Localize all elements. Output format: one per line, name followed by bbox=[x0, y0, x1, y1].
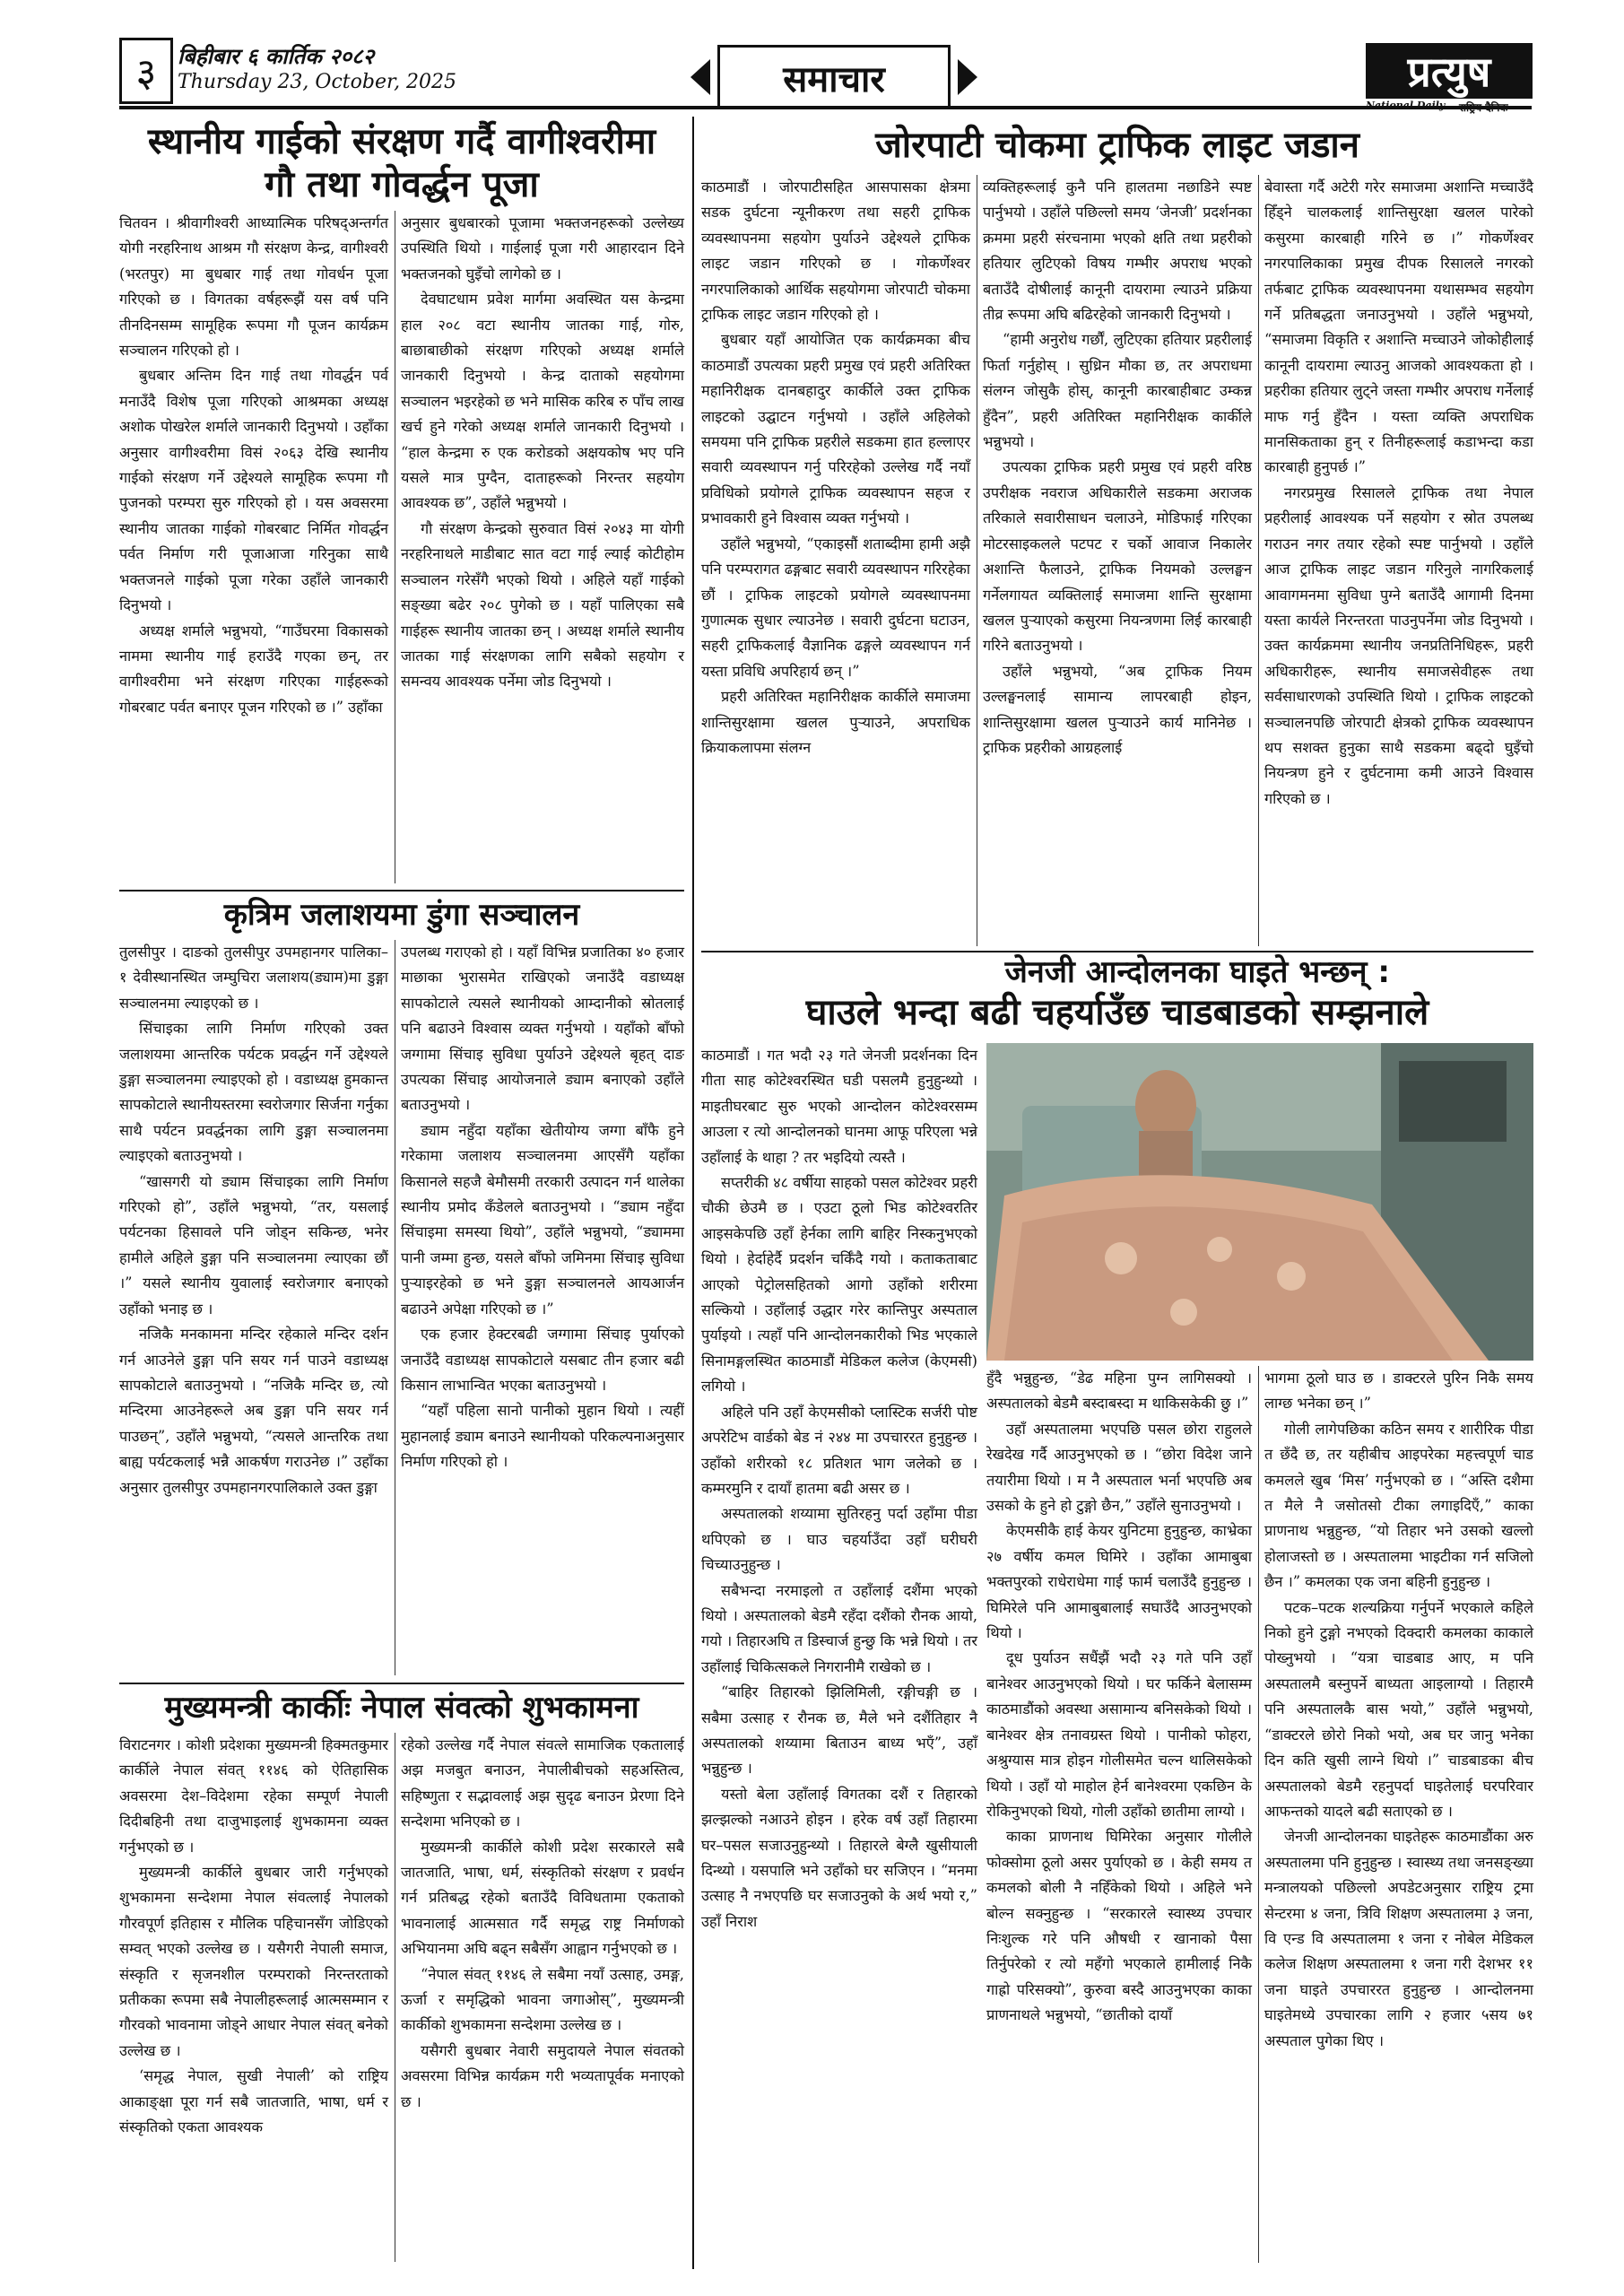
paragraph: गौ संरक्षण केन्द्रको सुरुवात विसं २०४३ मा योगी नरहरिनाथले माडीबाट सात वटा गाई ल्याई कोटीहोम सञ्चालन गरेसँगै भएको थियो । अहिले यहाँ गाईको सङ्ख्या बढेर २०८ पुगेको छ । यहाँ पालिएका सबै गाईहरू स्थानीय जातका छन् । अध्यक्ष शर्माले स्थानीय जातका गाई संरक्षणका लागि सबैको सहयोग र समन्वय आवश्यक पर्नेमा जोड दिनुभयो । bbox=[401, 519, 684, 691]
article1-headline-line1: स्थानीय गाईको संरक्षण गर्दै वागीश्वरीमा bbox=[147, 121, 656, 162]
paragraph: उपत्यका ट्राफिक प्रहरी प्रमुख एवं प्रहरी वरिष्ठ उपरीक्षक नवराज अधिकारीले सडकमा अराजक तरिकाले सवारीसाधन चलाउने, मोडिफाई गरिएका मोटरसाइकलले पटपट र चर्को आवाज निकालेर अशान्ति फैलाउने, ट्राफिक नियमको उल्लङ्घन गर्नेलगायत व्यक्तिलाई समाजमा शान्ति सुरक्षामा खलल पुऱ्याएको कसुरमा नियन्त्रणमा लिई कारबाही गरिने बताउनुभयो । bbox=[983, 458, 1252, 655]
paragraph: एक हजार हेक्टरबढी जग्गामा सिंचाइ पुर्याएको जनाउँदै वडाध्यक्ष सापकोटाले यसबाट तीन हजार बढी किसान लाभान्वित भएका बताउनुभयो । bbox=[401, 1326, 684, 1394]
article-separator bbox=[119, 1683, 684, 1684]
article3-column-2 bbox=[401, 1733, 684, 2115]
paragraph: काठमाडौं । जोरपाटीसहित आसपासका क्षेत्रमा सडक दुर्घटना न्यूनीकरण तथा सहरी ट्राफिक व्यवस्थापनमा सहयोग पुर्याउने उद्देश्यले ट्राफिक लाइट जडान गरिएको छ । गोकर्णेश्वर नगरपालिकाको आर्थिक सहयोगमा जोरपाटी चोकमा ट्राफिक लाइट जडान गरिएको हो । bbox=[701, 178, 970, 324]
paragraph: जेनजी आन्दोलनका घाइतेहरू काठमाडौंका अरु अस्पतालमा पनि हुनुहुन्छ । स्वास्थ्य तथा जनसङ्ख्या मन्त्रालयको पछिल्लो अपडेटअनुसार राष्ट्रिय ट्रमा सेन्टरमा ४ जना, त्रिवि शिक्षण अस्पतालमा ३ जना, वि एन्ड वि अस्पतालमा १ जना र नोबेल मेडिकल कलेज शिक्षण अस्पतालमा १ जना गरी देशभर ११ जना घाइते उपचाररत हुनुहुन्छ । आन्दोलनमा घाइतेमध्ये उपचारका लागि २ हजार ५सय ७१ अस्पताल पुगेका थिए । bbox=[1264, 1828, 1533, 2049]
arrow-right-icon bbox=[958, 59, 977, 95]
paragraph: यसैगरी बुधबार नेवारी समुदायले नेपाल संवतको अवसरमा विभिन्न कार्यक्रम गरी भव्यतापूर्वक मनाएको छ । bbox=[401, 2041, 684, 2110]
paragraph: रहेको उल्लेख गर्दै नेपाल संवत्ले सामाजिक एकतालाई अझ मजबुत बनाउन, नेपालीबीचको सहअस्तित्व, सहिष्णुता र सद्भावलाई अझ सुदृढ बनाउन प्रेरणा दिने सन्देशमा भनिएको छ । bbox=[401, 1736, 684, 1831]
article4-headline-box bbox=[701, 124, 1533, 167]
article4-column-3 bbox=[1264, 175, 1533, 812]
paragraph: ‘समृद्ध नेपाल, सुखी नेपाली’ को राष्ट्रिय आकाङ्क्षा पूरा गर्न सबै जातजाति, भाषा, धर्म र संस्कृतिको एकता आवश्यक bbox=[119, 2067, 388, 2136]
page-divider bbox=[692, 117, 694, 2269]
article5-headline-line1: जेनजी आन्दोलनका घाइते भन्छन् : bbox=[1004, 954, 1390, 990]
paragraph: बुधबार यहाँ आयोजित एक कार्यक्रमका बीच काठमाडौं उपत्यका प्रहरी प्रमुख एवं प्रहरी अतिरिक्त महानिरीक्षक दानबहादुर कार्कीले उक्त ट्राफिक लाइटको उद्घाटन गर्नुभयो । उहाँले अहिलेको समयमा पनि ट्राफिक प्रहरीले सडकमा हात हल्लाएर सवारी व्यवस्थापन गर्नु परिरहेको उल्लेख गर्दै नयाँ प्रविधिको प्रयोगले ट्राफिक व्यवस्थापन सहज र प्रभावकारी हुने विश्वास व्यक्त गर्नुभयो । bbox=[701, 331, 970, 527]
paragraph: हुँदै भन्नुहुन्छ, “डेढ महिना पुग्न लागिसक्यो । अस्पतालको बेडमै बस्दाबस्दा म थाकिसकेकी छु ।” bbox=[986, 1370, 1252, 1413]
article4-column-2 bbox=[983, 175, 1252, 761]
issue-date bbox=[178, 43, 456, 95]
page-number: ३ bbox=[119, 38, 173, 104]
paragraph: प्रहरी अतिरिक्त महानिरीक्षक कार्कीले समाजमा शान्तिसुरक्षामा खलल पुऱ्याउने, अपराधिक क्रियाकलापमा संलग्न bbox=[701, 688, 970, 756]
article-separator bbox=[119, 890, 684, 891]
paragraph: चितवन । श्रीवागीश्वरी आध्यात्मिक परिषद्अन्तर्गत योगी नरहरिनाथ आश्रम गौ संरक्षण केन्द्र, वागीश्वरी (भरतपुर) मा बुधबार गाई तथा गोवर्धन पूजा गरिएको छ । विगतका वर्षहरूझैं यस वर्ष पनि तीनदिनसम्म सामूहिक रूपमा गौ पूजन कार्यक्रम सञ्चालन गरिएको हो । bbox=[119, 214, 388, 360]
logo-name: प्रत्युष bbox=[1366, 43, 1533, 99]
paragraph: यस्तो बेला उहाँलाई विगतका दशैं र तिहारको झल्झल्को नआउने होइन । हरेक वर्ष उहाँ तिहारमा घर–पसल सजाउनुहुन्थ्यो । तिहारले बेग्लै खुसीयाली दिन्थ्यो । यसपालि भने उहाँको घर सजिएन । “मनमा उत्साह नै नभएपछि घर सजाउनुको के अर्थ भयो र,” उहाँ निराश bbox=[701, 1785, 977, 1930]
paragraph: गोली लागेपछिका कठिन समय र शारीरिक पीडा त छँदै छ, तर यहीबीच आइपरेका महत्त्वपूर्ण चाड कमलले खुब ‘मिस’ गर्नुभएको छ । “अस्ति दशैमा त मैले नै जसोतसो टीका लगाइदिएँ,” काका प्राणनाथ भन्नुहुन्छ, “यो तिहार भने उसको खल्लो होलाजस्तो छ । अस्पतालमा भाइटीका गर्न सजिलो छैन ।” कमलका एक जना बहिनी हुनुहुन्छ । bbox=[1264, 1420, 1533, 1591]
article5-headline-line2: घाउले भन्दा बढी चहर्याउँछ चाडबाडको सम्झनाले bbox=[805, 991, 1429, 1033]
column-divider bbox=[1258, 175, 1259, 946]
paragraph: सप्तरीकी ४८ वर्षीया साहको पसल कोटेश्वर प्रहरी चौकी छेउमै छ । एउटा ठूलो भिड कोटेश्वरतिर आइसकेपछि उहाँ हेर्नका लागि बाहिर निस्कनुभएको थियो । हेर्दाहेर्दै प्रदर्शन चर्किँदै गयो । कताकताबाट आएको पेट्रोलसहितको आगो उहाँको शरीरमा सल्कियो । उहाँलाई उद्धार गरेर कान्तिपुर अस्पताल पुर्याइयो । त्यहाँ पनि आन्दोलनकारीको भिड भएकाले सिनामङ्गलस्थित काठमाडौं मेडिकल कलेज (केएमसी) लगियो । bbox=[701, 1174, 977, 1396]
article5-headline-box bbox=[701, 954, 1533, 1034]
paragraph: देवघाटधाम प्रवेश मार्गमा अवस्थित यस केन्द्रमा हाल २०८ वटा स्थानीय जातका गाई, गोरु, बाछाबाछीको संरक्षण गरिएको अध्यक्ष शर्माले जानकारी दिनुभयो । केन्द्र दाताको सहयोगमा सञ्चालन भइरहेको छ भने मासिक करिब रु पाँच लाख खर्च हुने गरेको अध्यक्ष शर्माले जानकारी दिनुभयो । “हाल केन्द्रमा रु एक करोडको अक्षयकोष भए पनि यसले मात्र पुग्दैन, दाताहरूको निरन्तर सहयोग आवश्यक छ”, उहाँले भन्नुभयो । bbox=[401, 291, 684, 512]
paragraph: बुधबार अन्तिम दिन गाई तथा गोवर्द्धन पर्व मनाउँदै विशेष पूजा गरिएको आश्रमका अध्यक्ष अशोक पोखरेल शर्माले जानकारी दिनुभयो । उहाँका अनुसार वागीश्वरीमा विसं २०६३ देखि स्थानीय गाईको संरक्षण गर्ने उद्देश्यले सामूहिक रूपमा गौ पुजनको परम्परा सुरु गरिएको हो । यस अवसरमा स्थानीय जातका गाईको गोबरबाट निर्मित गोवर्द्धन पर्वत निर्माण गरी पूजाआजा गरिनुका साथै भक्तजनले गाईको पूजा गरेका उहाँले जानकारी दिनुभयो । bbox=[119, 367, 388, 614]
paragraph: उपलब्ध गराएको हो । यहाँ विभिन्न प्रजातिका ४० हजार माछाका भुरासमेत राखिएको जनाउँदै वडाध्यक्ष सापकोटाले त्यसले स्थानीयको आम्दानीको स्रोतलाई पनि बढाउने विश्वास व्यक्त गर्नुभयो । यहाँको बाँफो जग्गामा सिंचाइ सुविधा पुर्याउने उद्देश्यले बृहत् दाङ उपत्यका सिंचाइ आयोजनाले ड्याम बनाएको उहाँले बताउनुभयो । bbox=[401, 944, 684, 1114]
paragraph: उहाँ अस्पतालमा भएपछि पसल छोरा राहुलले रेखदेख गर्दै आउनुभएको छ । “छोरा विदेश जाने तयारीमा थियो । म नै अस्पताल भर्ना भएपछि अब उसको के हुने हो टुङ्गो छैन,” उहाँले सुनाउनुभयो । bbox=[986, 1420, 1252, 1515]
paragraph: “नेपाल संवत् ११४६ ले सबैमा नयाँ उत्साह, उमङ्ग, ऊर्जा र समृद्धिको भावना जगाओस्”, मुख्यमन्त्री कार्कीको शुभकामना सन्देशमा उल्लेख छ । bbox=[401, 1965, 684, 2034]
paragraph: “यहाँ पहिला सानो पानीको मुहान थियो । त्यहीं मुहानलाई ड्याम बनाउने स्थानीयको परिकल्पनाअनुसार निर्माण गरिएको हो । bbox=[401, 1402, 684, 1471]
article4-column-1 bbox=[701, 175, 970, 761]
paragraph: ड्याम नहुँदा यहाँका खेतीयोग्य जग्गा बाँफै हुने गरेकामा जलाशय सञ्चालनमा आएसँगै यहाँका किसानले सहजै बेमौसमी तरकारी उत्पादन गर्न थालेका स्थानीय प्रमोद कँडेलले बताउनुभयो । “ड्याम नहुँदा सिंचाइमा समस्या थियो”, उहाँले भन्नुभयो, “ड्याममा पानी जम्मा हुन्छ, यसले बाँफो जमिनमा सिंचाइ सुविधा पुऱ्याइरहेको छ भने डुङ्गा सञ्चालनले आयआर्जन बढाउने अपेक्षा गरिएको छ ।” bbox=[401, 1121, 684, 1318]
paragraph: अहिले पनि उहाँ केएमसीको प्लास्टिक सर्जरी पोष्ट अपरेटिभ वार्डको बेड नं २४४ मा उपचाररत हुनुहुन्छ । उहाँको शरीरको १८ प्रतिशत भाग जलेको छ । कम्मरमुनि र दायाँ हातमा बढी असर छ । bbox=[701, 1403, 977, 1497]
paragraph: पटक–पटक शल्यक्रिया गर्नुपर्ने भएकाले कहिले निको हुने टुङ्गो नभएको दिक्दारी कमलका काकाले पोख्नुभयो । “यत्रा चाडबाड आए, म पनि अस्पतालमै बस्नुपर्ने बाध्यता आइलाग्यो । तिहारमै पनि अस्पतालकै बास भयो,” उहाँले भन्नुभयो, “डाक्टरले छोरो निको भयो, अब घर जानु भनेका दिन कति खुसी लाग्ने थियो ।” चाडबाडका बीच अस्पतालको बेडमै रहनुपर्दा घाइतेलाई घरपरिवार आफन्तको यादले बढी सताएको छ । bbox=[1264, 1598, 1533, 1820]
paragraph: “बाहिर तिहारको झिलिमिली, रङ्गीचङ्गी छ । सबैमा उत्साह र रौनक छ, मैले भने दशैंतिहार नै अस्पतालको शय्यामा बिताउन बाध्य भएँ”, उहाँ भन्नुहुन्छ । bbox=[701, 1683, 977, 1778]
paragraph: व्यक्तिहरूलाई कुनै पनि हालतमा नछाडिने स्पष्ट पार्नुभयो । उहाँले पछिल्लो समय ‘जेनजी’ प्रदर्शनका क्रममा प्रहरी संरचनामा भएको क्षति तथा प्रहरीको हतियार लुटिएको विषय गम्भीर अपराध भएको बताउँदै दोषीलाई कानूनी दायरामा ल्याउने प्रक्रिया तीव्र रूपमा अघि बढिरहेको जानकारी दिनुभयो । bbox=[983, 178, 1252, 324]
article1-column-1 bbox=[119, 211, 388, 720]
paragraph: बेवास्ता गर्दै अटेरी गरेर समाजमा अशान्ति मच्चाउँदै हिँड्ने चालकलाई शान्तिसुरक्षा खलल पारेको कसुरमा कारबाही गरिने छ ।” गोकर्णेश्वर नगरपालिकाका प्रमुख दीपक रिसालले नगरको तर्फबाट ट्राफिक व्यवस्थापनमा यथासम्भव सहयोग गर्ने प्रतिबद्धता जनाउनुभयो । उहाँले भन्नुभयो, “समाजमा विकृति र अशान्ति मच्चाउने जोकोहीलाई कानूनी दायरामा ल्याउनु आजको आवश्यकता हो । प्रहरीका हतियार लुट्ने जस्ता गम्भीर अपराध गर्नेलाई माफ गर्नु हुँदैन । यस्ता व्यक्ति अपराधिक मानसिकताका हुन् र तिनीहरूलाई कडाभन्दा कडा कारबाही हुनुपर्छ ।” bbox=[1264, 178, 1533, 476]
article5-column-1 bbox=[701, 1043, 977, 1935]
paragraph: सिंचाइका लागि निर्माण गरिएको उक्त जलाशयमा आन्तरिक पर्यटक प्रवर्द्धन गर्ने उद्देश्यले डुङ्गा सञ्चालनमा ल्याइएको हो । वडाध्यक्ष हुमकान्त सापकोटाले स्थानीयस्तरमा स्वरोजगार सिर्जना गर्नुका साथै पर्यटन प्रवर्द्धनका लागि डुङ्गा सञ्चालनमा ल्याइएको बताउनुभयो । bbox=[119, 1020, 388, 1165]
article-separator bbox=[701, 951, 1533, 952]
section-title: समाचार bbox=[717, 45, 951, 109]
paragraph: उहाँले भन्नुभयो, “एकाइसौं शताब्दीमा हामी अझै पनि परम्परागत ढङ्गबाट सवारी व्यवस्थापन गरिरहेका छौं । ट्राफिक लाइटको प्रयोगले व्यवस्थापनमा गुणात्मक सुधार ल्याउनेछ । सवारी दुर्घटना घटाउन, सहरी ट्राफिकलाई वैज्ञानिक ढङ्गले व्यवस्थापन गर्न यस्ता प्रविधि अपरिहार्य छन् ।” bbox=[701, 535, 970, 680]
paragraph: केएमसीकै हाई केयर युनिटमा हुनुहुन्छ, काभ्रेका २७ वर्षीय कमल घिमिरे । उहाँका आमाबुबा भक्तपुरको राधेराधेमा गाई फार्म चलाउँदै हुनुहुन्छ । घिमिरेले पनि आमाबुबालाई सघाउँदै आउनुभएको थियो । bbox=[986, 1522, 1252, 1642]
patient-photo bbox=[986, 1043, 1533, 1361]
article1-headline-line2: गौ तथा गोवर्द्धन पूजा bbox=[265, 164, 539, 205]
article2-column-2 bbox=[401, 940, 684, 1475]
article5-column-2 bbox=[986, 1366, 1252, 2029]
paragraph: काका प्राणनाथ घिमिरेका अनुसार गोलीले फोक्सोमा ठूलो असर पुर्याएको छ । केही समय त कमलको बोली नै नहिँकेको थियो । अहिले भने बोल्न सक्नुहुन्छ । “सरकारले स्वास्थ्य उपचार निःशुल्क गरे पनि औषधी र खानाको पैसा तिर्नुपरेको र त्यो महँगो भएकाले हामीलाई निकै गाह्रो परिसक्यो”, कुरुवा बस्दै आउनुभएका काका प्राणनाथले भन्नुभयो, “छातीको दायाँ bbox=[986, 1828, 1252, 2024]
paragraph: नजिकै मनकामना मन्दिर रहेकाले मन्दिर दर्शन गर्न आउनेले डुङ्गा पनि सयर गर्न पाउने वडाध्यक्ष सापकोटाले बताउनुभयो । “नजिकै मन्दिर छ, त्यो मन्दिरमा आउनेहरूले अब डुङ्गा पनि सयर गर्न पाउछन्”, उहाँले भन्नुभयो, “त्यसले आन्तरिक तथा बाह्य पर्यटकलाई भन्नै आकर्षण गराउनेछ ।” उहाँका अनुसार तुलसीपुर उपमहानगरपालिकाले उक्त डुङ्गा bbox=[119, 1326, 388, 1496]
article3-headline: मुख्यमन्त्री कार्कीः नेपाल संवत्को शुभकामना bbox=[164, 1690, 639, 1726]
paragraph: “हामी अनुरोध गर्छौं, लुटिएका हतियार प्रहरीलाई फिर्ता गर्नुहोस् । सुध्रिन मौका छ, तर अपराधमा संलग्न जोसुकै होस्, कानूनी कारबाहीबाट उम्कन्न हुँदैन”, प्रहरी अतिरिक्त महानिरीक्षक कार्कीले भन्नुभयो । bbox=[983, 331, 1252, 451]
paragraph: तुलसीपुर । दाङको तुलसीपुर उपमहानगर पालिका–१ देवीस्थानस्थित जम्घुचिरा जलाशय(ड्याम)मा डुङ्गा सञ्चालनमा ल्याइएको छ । bbox=[119, 944, 388, 1012]
article3-headline-box bbox=[119, 1690, 684, 1726]
arrow-left-icon bbox=[690, 59, 710, 95]
paragraph: अनुसार बुधबारको पूजामा भक्तजनहरूको उल्लेख्य उपस्थिति थियो । गाईलाई पूजा गरी आहारदान दिने भक्तजनको घुइँचो लागेको छ । bbox=[401, 214, 684, 283]
paragraph: नगरप्रमुख रिसालले ट्राफिक तथा नेपाल प्रहरीलाई आवश्यक पर्ने सहयोग र स्रोत उपलब्ध गराउन नगर तयार रहेको स्पष्ट पार्नुभयो । उहाँले आज ट्राफिक लाइट जडान गरिनुले नागरिकलाई आवागमनमा सुविधा पुग्ने बताउँदै आगामी दिनमा यस्ता कार्यले निरन्तरता पाउनुपर्नेमा जोड दिनुभयो । उक्त कार्यक्रममा स्थानीय जनप्रतिनिधिहरू, प्रहरी अधिकारीहरू, स्थानीय समाजसेवीहरू तथा सर्वसाधारणको उपस्थिति थियो । ट्राफिक लाइटको सञ्चालनपछि जोरपाटी क्षेत्रको ट्राफिक व्यवस्थापन थप सशक्त हुनुका साथै सडकमा बढ्दो घुइँचो नियन्त्रण हुने र दुर्घटनामा कमी आउने विश्वास गरिएको छ । bbox=[1264, 483, 1533, 807]
date-nepali: बिहीबार ६ कार्तिक २०८२ bbox=[178, 43, 375, 69]
paragraph: “खासगरी यो ड्याम सिंचाइका लागि निर्माण गरिएको हो”, उहाँले भन्नुभयो, “तर, यसलाई पर्यटनका हिसावले पनि जोड्न सकिन्छ, भनेर हामीले अहिले डुङ्गा पनि सञ्चालनमा ल्याएका छौं ।” यसले स्थानीय युवालाई स्वरोजगार बनाएको उहाँको भनाइ छ । bbox=[119, 1172, 388, 1318]
column-divider bbox=[1258, 1366, 1259, 2263]
paragraph: अस्पतालको शय्यामा सुतिरहनु पर्दा उहाँमा पीडा थपिएको छ । घाउ चहर्याउँदा उहाँ घरीघरी चिच्याउनुहुन्छ । bbox=[701, 1505, 977, 1574]
masthead-rule bbox=[119, 106, 1532, 109]
paragraph: उहाँले भन्नुभयो, “अब ट्राफिक नियम उल्लङ्घनलाई सामान्य लापरबाही होइन, शान्तिसुरक्षामा खलल पुऱ्याउने कार्य मानिनेछ । ट्राफिक प्रहरीको आग्रहलाई bbox=[983, 662, 1252, 756]
paragraph: मुख्यमन्त्री कार्कीले कोशी प्रदेश सरकारले सबै जातजाति, भाषा, धर्म, संस्कृतिको संरक्षण र प्रवर्धन गर्न प्रतिबद्ध रहेको बताउँदै विविधतामा एकताको भावनालाई आत्मसात गर्दै समृद्ध राष्ट्र निर्माणको अभियानमा अघि बढ्न सबैसँग आह्वान गर्नुभएको छ । bbox=[401, 1838, 684, 1958]
article1-column-2 bbox=[401, 211, 684, 695]
article1-headline bbox=[119, 120, 684, 206]
paragraph: विराटनगर । कोशी प्रदेशका मुख्यमन्त्री हिक्मतकुमार कार्कीले नेपाल संवत् ११४६ को ऐतिहासिक अवसरमा देश–विदेशमा रहेका सम्पूर्ण नेपाली दिदीबहिनी तथा दाजुभाइलाई शुभकामना व्यक्त गर्नुभएको छ । bbox=[119, 1736, 388, 1856]
article4-headline: जोरपाटी चोकमा ट्राफिक लाइट जडान bbox=[875, 125, 1359, 166]
paragraph: अध्यक्ष शर्माले भन्नुभयो, “गाउँघरमा विकासको नाममा स्थानीय गाई हराउँदै गएका छन्, तर वागीश्वरीमा भने संरक्षण गरिएका गाईहरूको गोबरबाट पर्वत बनाएर पूजन गरिएको छ ।” उहाँका bbox=[119, 622, 388, 716]
paragraph: सबैभन्दा नरमाइलो त उहाँलाई दशैंमा भएको थियो । अस्पतालको बेडमै रहँदा दशैंको रौनक आयो, गयो । तिहारअघि त डिस्चार्ज हुन्छु कि भन्ने थियो । तर उहाँलाई चिकित्सकले निगरानीमै राखेको छ । bbox=[701, 1581, 977, 1675]
article3-column-1 bbox=[119, 1733, 388, 2141]
paragraph: भागमा ठूलो घाउ छ । डाक्टरले पुरिन निकै समय लाग्छ भनेका छन् ।” bbox=[1264, 1370, 1533, 1413]
paragraph: काठमाडौं । गत भदौ २३ गते जेनजी प्रदर्शनका दिन गीता साह कोटेश्वरस्थित घडी पसलमै हुनुहुन्थ्यो । माइतीघरबाट सुरु भएको आन्दोलन कोटेश्वरसम्म आउला र त्यो आन्दोलनको घानमा आफू परिएला भन्ने उहाँलाई के थाहा ? तर भइदियो त्यस्तै । bbox=[701, 1047, 977, 1166]
hospital-bed-illustration bbox=[986, 1043, 1533, 1361]
date-english: Thursday 23, October, 2025 bbox=[178, 71, 457, 93]
article2-headline: कृत्रिम जलाशयमा डुंगा सञ्चालन bbox=[223, 897, 580, 933]
paragraph: मुख्यमन्त्री कार्कीले बुधबार जारी गर्नुभएको शुभकामना सन्देशमा नेपाल संवत्लाई नेपालको गौरवपूर्ण इतिहास र मौलिक पहिचानसँग जोडिएको सम्वत् भएको उल्लेख छ । यसैगरी नेपाली समाज, संस्कृति र सृजनशील परम्पराको निरन्तरताको प्रतीकका रूपमा सबै नेपालीहरूलाई आत्मसम्मान र गौरवको भावनामा जोड्ने आधार नेपाल संवत् बनेको उल्लेख छ । bbox=[119, 1864, 388, 2059]
article2-headline-box bbox=[119, 897, 684, 934]
paragraph: दूध पुर्याउन सधैंझैं भदौ २३ गते पनि उहाँ बानेश्वर आउनुभएको थियो । घर फर्किने बेलासम्म काठमाडौंको अवस्था असामान्य बनिसकेको थियो । बानेश्वर क्षेत्र तनावग्रस्त थियो । पानीको फोहरा, अश्रुग्यास मात्र होइन गोलीसमेत चल्न थालिसकेको थियो । उहाँ यो माहोल हेर्न बानेश्वरमा एकछिन के रोकिनुभएको थियो, गोली उहाँको छातीमा लाग्यो । bbox=[986, 1649, 1252, 1820]
article2-column-1 bbox=[119, 940, 388, 1500]
article5-column-3 bbox=[1264, 1366, 1533, 2054]
